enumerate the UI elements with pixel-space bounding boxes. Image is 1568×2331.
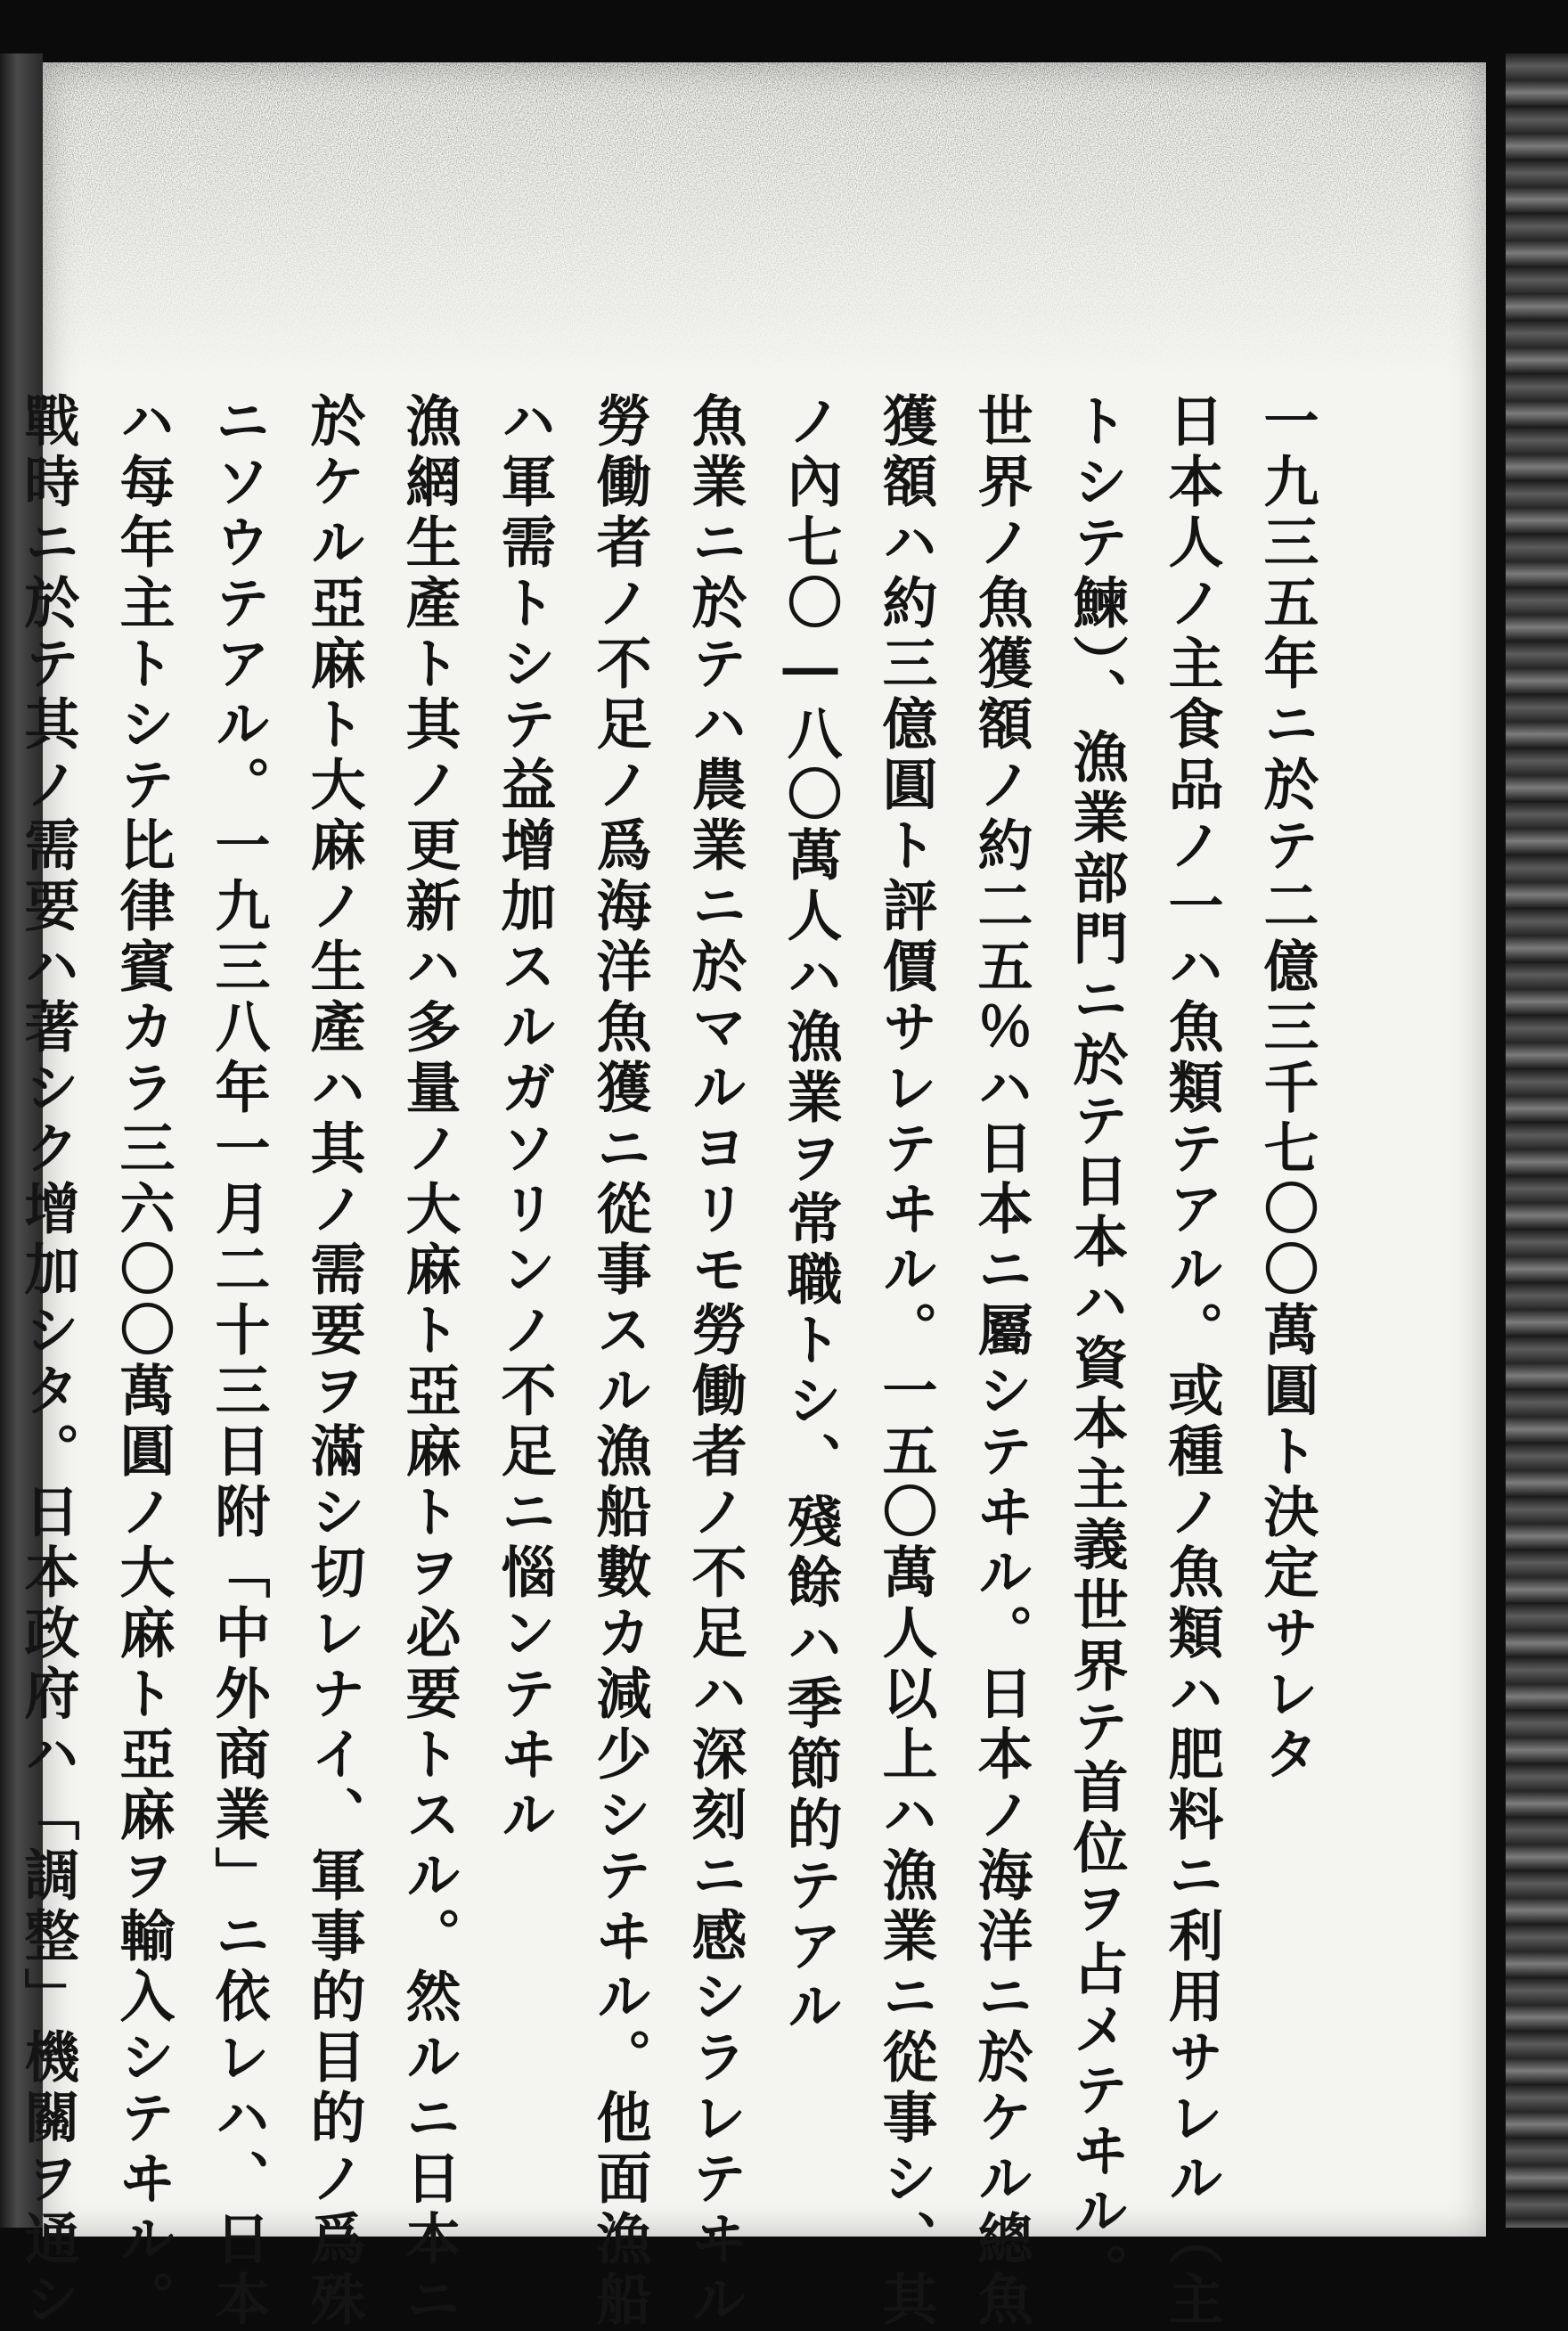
text-column: ノ內七〇―八〇萬人ハ漁業ヲ常職トシ、殘餘ハ季節的テアル (778, 392, 843, 2038)
text-column: トシテ鰊）、漁業部門ニ於テ日本ハ資本主義世界テ首位ヲ占メテヰル。 (1064, 392, 1129, 2303)
text-column: 世界ノ魚獲額ノ約二五％ハ日本ニ屬シテヰル。日本ノ海洋ニ於ケル總魚 (968, 392, 1033, 2331)
text-column: ハ軍需トシテ益增加スルガソリンノ不足ニ惱ンテヰル (492, 392, 557, 1846)
text-column: ニソウテアル。一九三八年一月二十三日附「中外商業」ニ依レハ、日本 (206, 392, 271, 2331)
text-column: 一九三五年ニ於テ二億三千七〇〇萬圓ト決定サレタ (1254, 392, 1319, 1786)
vertical-text-body (0, 392, 1335, 2331)
text-column: 獲額ハ約三億圓ト評價サレテヰル。一五〇萬人以上ハ漁業ニ從事シ、其 (873, 392, 938, 2331)
text-column: 魚業ニ於テハ農業ニ於マルヨリモ勞働者ノ不足ハ深刻ニ感シラレテヰル (682, 392, 747, 2331)
paper-noise-texture (43, 62, 1486, 383)
document-page (15, 62, 1486, 2331)
text-column: 日本人ノ主食品ノ一ハ魚類テアル。或種ノ魚類ハ肥料ニ利用サレル（主 (1159, 392, 1224, 2331)
text-column: ハ每年主トシテ比律賓カラ三六〇〇萬圓ノ大麻ト亞麻ヲ輸入シテヰル。 (110, 392, 176, 2331)
adjacent-page-edge (1506, 53, 1568, 2228)
page-gutter (1486, 53, 1506, 2228)
text-column: 漁網生產ト其ノ更新ハ多量ノ大麻ト亞麻トヲ必要トスル。然ルニ日本ニ (396, 392, 461, 2331)
text-column: 戰時ニ於テ其ノ需要ハ著シク增加シタ。日本政府ハ「調整」機關ヲ通シ (15, 392, 80, 2331)
text-column: 於ケル亞麻ト大麻ノ生產ハ其ノ需要ヲ滿シ切レナイ、軍事的目的ノ爲殊 (301, 392, 366, 2331)
text-column: 勞働者ノ不足ノ爲海洋魚獲ニ從事スル漁船數カ減少シテヰル。他面漁船 (587, 392, 652, 2331)
